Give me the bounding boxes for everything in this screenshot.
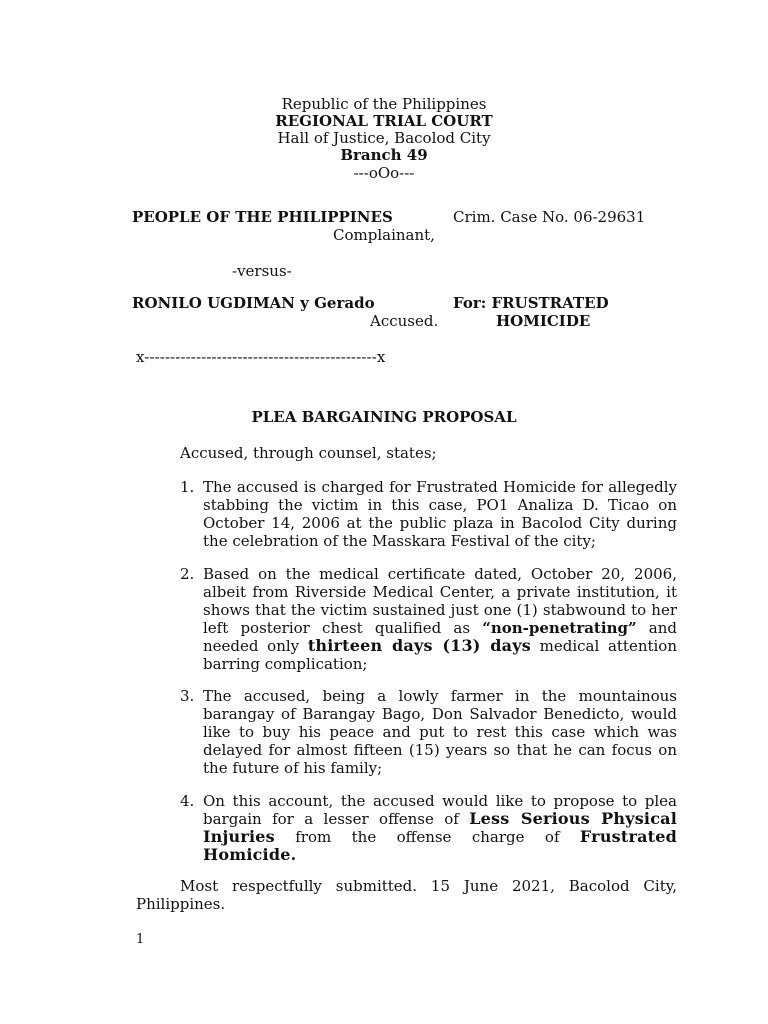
p2-l5-emphasis: thirteen days (13) days: [307, 636, 531, 655]
header-republic: Republic of the Philippines: [281, 95, 487, 113]
intro-text: Accused, through counsel, states;: [180, 444, 437, 462]
p2-l5-c: medical attention: [530, 637, 677, 655]
paragraph-2-line-2: albeit from Riverside Medical Center, a private institution, it: [203, 583, 677, 601]
paragraph-2-line-4: [203, 619, 677, 637]
paragraph-4-line-2: [203, 810, 677, 828]
closing-line-2: Philippines.: [136, 895, 226, 913]
versus-label: -versus-: [232, 262, 292, 280]
paragraph-1: [203, 478, 677, 550]
closing-line-1: Most respectfully submitted. 15 June 2021, Bacolod City,: [180, 877, 677, 895]
p2-l4-c: and: [636, 619, 677, 637]
paragraph-1-number: 1.: [180, 478, 195, 496]
p4-l2-emphasis: Less Serious Physical: [469, 809, 678, 828]
paragraph-2: [203, 565, 677, 673]
header-court: REGIONAL TRIAL COURT: [275, 112, 493, 130]
caption-separator: x---------------------------------------------x: [136, 348, 386, 366]
paragraph-1-line-4: the celebration of the Masskara Festival of the city;: [203, 532, 596, 550]
paragraph-3-line-5: the future of his family;: [203, 759, 383, 777]
paragraph-4-line-1: On this account, the accused would like to propose to plea: [203, 792, 677, 810]
complainant-name: PEOPLE OF THE PHILIPPINES: [132, 208, 393, 226]
paragraph-1-line-2: stabbing the victim in this case, PO1 Analiza D. Ticao on: [203, 496, 677, 514]
offense-label: For: FRUSTRATED: [453, 294, 609, 312]
complainant-role: Complainant,: [333, 226, 435, 244]
paragraph-3-line-2: barangay of Barangay Bago, Don Salvador Benedicto, would: [203, 705, 677, 723]
paragraph-4-line-3: [203, 828, 677, 846]
paragraph-1-line-1: The accused is charged for Frustrated Homicide for allegedly: [203, 478, 677, 496]
p2-l5-a: needed only: [203, 637, 308, 655]
paragraph-4: [203, 792, 677, 864]
paragraph-2-line-5: [203, 637, 677, 655]
paragraph-4-number: 4.: [180, 792, 195, 810]
paragraph-1-line-3: October 14, 2006 at the public plaza in Bacolod City during: [203, 514, 677, 532]
paragraph-2-line-1: Based on the medical certificate dated, October 20, 2006,: [203, 565, 677, 583]
paragraph-4-line-4: Homicide.: [203, 845, 297, 864]
p2-l4-a: left posterior chest qualified as: [203, 619, 483, 637]
paragraph-3-number: 3.: [180, 687, 195, 705]
offense-line2: HOMICIDE: [496, 312, 591, 330]
paragraph-3-line-3: like to buy his peace and put to rest this case which was: [203, 723, 677, 741]
accused-role: Accused.: [370, 312, 439, 330]
document-title: PLEA BARGAINING PROPOSAL: [251, 408, 517, 426]
p4-l3-b: from the offense charge of: [274, 828, 580, 846]
paragraph-3-line-4: delayed for almost fifteen (15) years so that he can focus on: [203, 741, 677, 759]
p4-l2-a: bargain for a lesser offense of: [203, 810, 470, 828]
paragraph-3-line-1: The accused, being a lowly farmer in the mountainous: [203, 687, 677, 705]
paragraph-2-number: 2.: [180, 565, 195, 583]
p4-l3-emphasis-1: Injuries: [203, 827, 275, 846]
paragraph-2-line-3: shows that the victim sustained just one (1) stabwound to her: [203, 601, 677, 619]
paragraph-2-line-6: barring complication;: [203, 655, 368, 673]
p2-l4-emphasis: “non-penetrating”: [482, 619, 637, 637]
page-number: 1: [136, 932, 145, 947]
header-branch: Branch 49: [340, 146, 428, 164]
header-ornament: ---oOo---: [353, 164, 415, 182]
case-number: Crim. Case No. 06-29631: [453, 208, 646, 226]
p4-l3-emphasis-2: Frustrated: [579, 827, 677, 846]
accused-name: RONILO UGDIMAN y Gerado: [132, 294, 375, 312]
header-hall: Hall of Justice, Bacolod City: [277, 129, 491, 147]
paragraph-3: [203, 687, 677, 777]
